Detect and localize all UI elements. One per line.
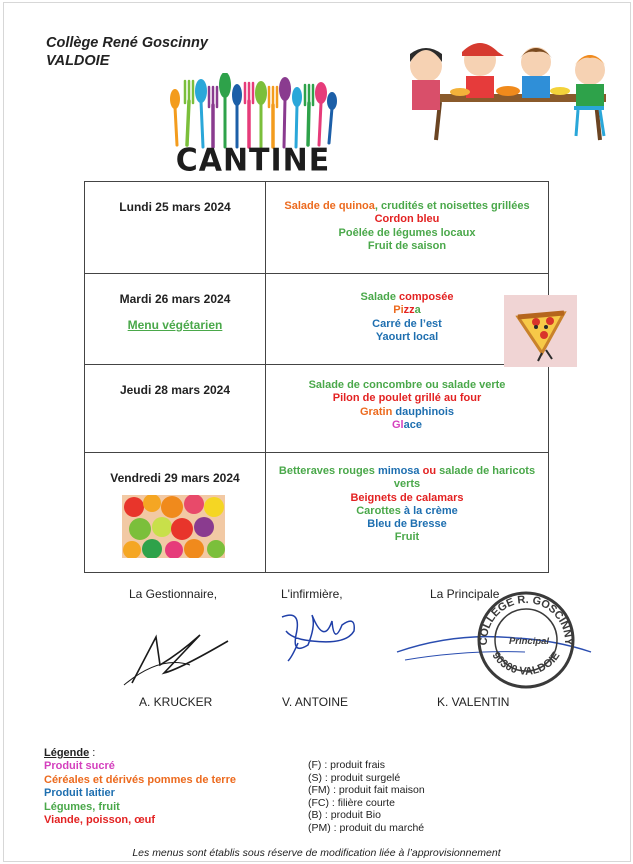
dish-text: Poêlée de légumes locaux (338, 226, 476, 239)
dish-text: Carottes (356, 504, 404, 517)
dish-text: Cordon bleu (374, 213, 440, 226)
dish-line (266, 227, 548, 240)
fruit-icon (122, 495, 225, 558)
day-cell (85, 182, 266, 274)
dishes-cell (266, 453, 549, 573)
legend-title: Légende : (44, 747, 96, 759)
signature-name-valentin: K. VALENTIN (437, 695, 510, 709)
dish-text: ace (403, 418, 422, 431)
dish-line (266, 492, 548, 505)
signature-name-krucker: A. KRUCKER (139, 695, 213, 709)
menu-row-tuesday (85, 274, 549, 365)
day-label: Jeudi 28 mars 2024 (119, 383, 231, 397)
dish-line (266, 200, 548, 213)
dish-text: Gratin (359, 405, 396, 418)
signature-role-principale: La Principale (430, 587, 500, 601)
dish-text: Fruit de saison (367, 239, 447, 252)
stamp-top-text: COLLÈGE R. GOSCINNY (477, 593, 575, 646)
school-city: VALDOIE (46, 53, 110, 69)
dish-line (266, 392, 548, 405)
cutlery-icon (163, 73, 343, 153)
dish-text: Salade (360, 291, 400, 303)
note-item: (B) : produit Bio (308, 809, 381, 821)
dish-line (266, 531, 548, 544)
dish-line (266, 478, 548, 491)
legend-title-text: Légende (44, 747, 90, 759)
dish-text: Betteraves rouges (278, 465, 378, 477)
menu-row-monday (85, 182, 549, 274)
fruit-image (122, 495, 225, 558)
day-label: Lundi 25 mars 2024 (119, 200, 231, 214)
signature-antoine (272, 605, 362, 665)
note-item: (FC) : filière courte (308, 796, 395, 809)
pizza-image (504, 295, 577, 367)
signature-role-gestionnaire: La Gestionnaire, (129, 587, 218, 601)
dishes-cell (266, 365, 549, 453)
footer-note: Les menus sont établis sous réserve de modification liée à l’approvisionnement (132, 847, 501, 859)
svg-text:90300 VALDOIE (490, 650, 563, 678)
school-name: Collège René Goscinny (46, 35, 208, 51)
dish-line (266, 518, 548, 531)
vegetarian-menu-link[interactable]: Menu végétarien (127, 318, 223, 332)
signature-role-infirmiere: L'infirmière, (281, 587, 343, 601)
stamp-center-text: Principal (508, 636, 550, 647)
legend-item: Légumes, fruit (44, 800, 120, 813)
dish-text: Carré de l’est (372, 317, 442, 330)
dish-text: mimosa (377, 465, 423, 477)
note-item: (S) : produit surgelé (308, 771, 401, 784)
dish-text: dauphinois (395, 405, 455, 418)
note-item: (F) : produit frais (308, 759, 386, 771)
dish-line (266, 465, 548, 478)
cantine-logo (163, 73, 343, 185)
stamp-bottom-text: 90300 VALDOIE (489, 649, 563, 678)
dish-text: a (414, 304, 421, 317)
legend-item: Viande, poisson, œuf (44, 814, 156, 827)
dish-text: Fruit (394, 531, 420, 544)
dish-text: Salade de concombre ou salade verte (308, 379, 506, 391)
dish-text: , crudités et noisettes grillées (374, 200, 530, 212)
dish-text: Gl (392, 418, 404, 431)
note-item: (FM) : produit fait maison (308, 784, 425, 796)
dish-text: Pilon de poulet grillé au four (332, 392, 482, 405)
dish-line (266, 379, 548, 392)
menu-row-thursday (85, 365, 549, 453)
kids-eating-illustration (400, 36, 622, 142)
dish-text: Bleu de Bresse (367, 518, 447, 531)
legend-item: Céréales et dérivés pommes de terre (44, 773, 236, 786)
school-header (46, 34, 208, 70)
dish-line (266, 213, 548, 226)
dish-line (266, 240, 548, 253)
legend-item: Produit sucré (44, 760, 115, 772)
legend-item: Produit laitier (44, 787, 115, 800)
note-item: (PM) : produit du marché (308, 821, 425, 834)
signature-name-antoine: V. ANTOINE (282, 695, 349, 709)
principal-stamp-signature (395, 590, 595, 690)
pizza-icon (504, 295, 577, 367)
day-cell (85, 365, 266, 453)
dishes-cell (266, 182, 549, 274)
dish-text: composée (399, 291, 454, 303)
signature-krucker (120, 625, 235, 690)
day-cell (85, 274, 266, 365)
dish-text: verts (393, 478, 421, 491)
dish-text: salade de haricots (439, 465, 536, 477)
dish-text: Yaourt local (375, 330, 439, 343)
logo-title: CANTINE (175, 142, 331, 179)
dish-line (266, 419, 548, 432)
dish-text: Beignets de calamars (350, 491, 464, 504)
dish-text: Pi (393, 304, 404, 317)
dish-line (266, 406, 548, 419)
dish-text: ou (422, 465, 440, 477)
dish-line (266, 505, 548, 518)
dish-text: zz (403, 304, 415, 317)
dish-text: à la crème (403, 504, 458, 517)
dish-text: Salade de quinoa (284, 200, 375, 212)
day-label: Vendredi 29 mars 2024 (110, 471, 240, 485)
day-label: Mardi 26 mars 2024 (119, 292, 231, 306)
